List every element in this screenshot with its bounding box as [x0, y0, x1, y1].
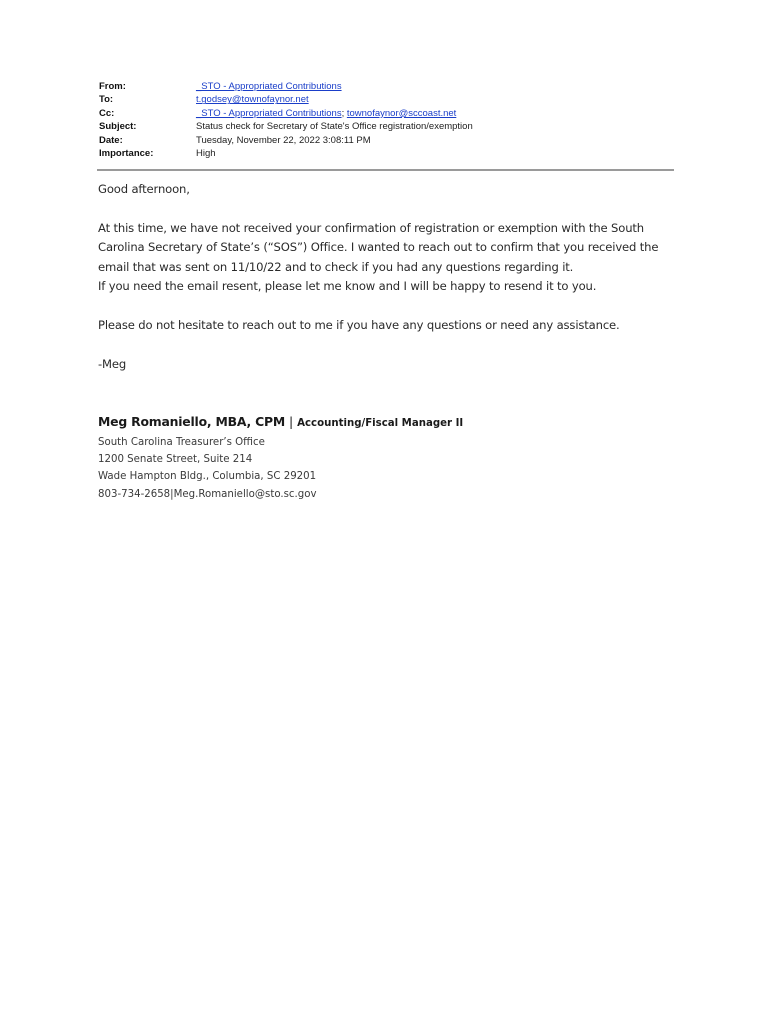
- subject-row: [99, 120, 674, 133]
- cc-link-2[interactable]: townofaynor@sccoast.net: [346, 107, 457, 119]
- from-label: From:: [99, 81, 126, 92]
- cc-link-1[interactable]: _STO - Appropriated Contributions: [196, 107, 342, 119]
- greeting: Good afternoon,: [98, 182, 190, 196]
- cc-row: [99, 107, 674, 120]
- importance-value: High: [196, 148, 216, 160]
- signature-separator: |: [285, 414, 298, 429]
- body-paragraph-3: Please do not hesitate to reach out to me if you have any questions or need any assistance.: [98, 317, 620, 332]
- to-label: To:: [99, 94, 114, 106]
- importance-label: Importance:: [99, 148, 154, 160]
- subject-label: Subject:: [99, 121, 137, 133]
- signature-office: South Carolina Treasurer’s Office: [98, 437, 265, 448]
- cc-label: Cc:: [99, 107, 115, 119]
- email-body: [98, 180, 683, 374]
- signature-contact: 803-734-2658|Meg.Romaniello@sto.sc.gov: [98, 488, 317, 500]
- to-row: [99, 93, 674, 106]
- signature-block: [98, 412, 688, 503]
- signature-name: Meg Romaniello, MBA, CPM: [98, 414, 286, 429]
- subject-value: Status check for Secretary of State's Office registration/exemption: [196, 121, 473, 133]
- date-row: [99, 134, 674, 147]
- from-link[interactable]: _STO - Appropriated Contributions: [196, 81, 342, 92]
- from-row: [99, 80, 674, 93]
- signature-city: Wade Hampton Bldg., Columbia, SC 29201: [98, 471, 317, 483]
- header-divider: [97, 169, 674, 171]
- signature-street: 1200 Senate Street, Suite 214: [98, 454, 253, 466]
- to-link[interactable]: t.godsey@townofaynor.net: [196, 94, 309, 106]
- date-value: Tuesday, November 22, 2022 3:08:11 PM: [196, 134, 371, 146]
- signature-title: Accounting/Fiscal Manager II: [297, 418, 464, 429]
- email-header: [99, 80, 674, 160]
- body-paragraph-1: At this time, we have not received your confirmation of registration or exemption with the South Carolina Secretary of State’s (“SOS”) Office. I wanted to reach out to confirm that you received the email that was sent on 11/10/22 and to check if you had any questions regarding it.: [98, 220, 659, 274]
- cc-separator: ;: [341, 107, 347, 119]
- body-paragraph-2: If you need the email resent, please let me know and I will be happy to resend it to you.: [98, 279, 597, 294]
- date-label: Date:: [99, 134, 123, 146]
- importance-row: [99, 147, 674, 160]
- closing: -Meg: [98, 356, 127, 371]
